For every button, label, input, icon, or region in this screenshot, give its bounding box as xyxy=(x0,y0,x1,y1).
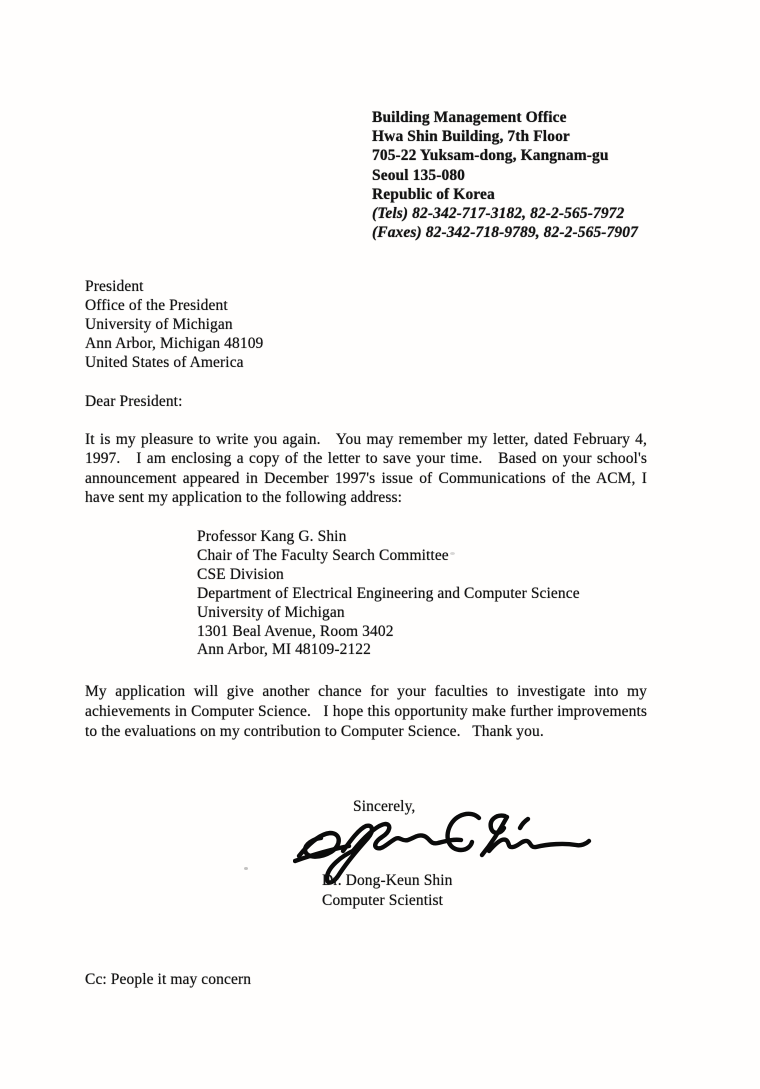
valediction: Sincerely, xyxy=(353,798,416,815)
forwarded-address-line: Professor Kang G. Shin xyxy=(197,528,347,545)
forwarded-address-line: 1301 Beal Avenue, Room 3402 xyxy=(197,622,394,640)
forwarded-address-block xyxy=(197,528,580,660)
sender-address-line: Building Management Office xyxy=(372,109,567,126)
recipient-address-line: University of Michigan xyxy=(85,315,233,333)
paragraph-line: My application will give another chance for your faculties to investigate into my xyxy=(85,683,647,700)
paragraph-line: It is my pleasure to write you again. You may remember my letter, dated February 4, xyxy=(85,431,647,448)
sender-address-line: Seoul 135-080 xyxy=(372,166,466,184)
forwarded-address-line: Department of Electrical Engineering and Computer Science xyxy=(197,584,580,602)
paragraph-line: achievements in Computer Science. I hope this opportunity make further improvements xyxy=(85,703,647,720)
signer-title: Computer Scientist xyxy=(322,891,444,909)
recipient-address-line: United States of America xyxy=(85,353,244,371)
body-paragraph-1 xyxy=(85,430,647,507)
forwarded-address-line: Ann Arbor, MI 48109-2122 xyxy=(197,641,371,659)
scan-speck xyxy=(244,867,248,870)
recipient-address-line: Ann Arbor, Michigan 48109 xyxy=(85,334,264,352)
sender-address-line: 705-22 Yuksam-dong, Kangnam-gu xyxy=(372,147,609,165)
forwarded-address-line: University of Michigan xyxy=(197,603,345,621)
salutation: Dear President: xyxy=(85,393,183,410)
sender-phone-line: (Tels) 82-342-717-3182, 82-2-565-7972 xyxy=(372,205,625,223)
signature-block xyxy=(322,871,453,910)
body-paragraph-2 xyxy=(85,682,647,742)
sender-address-line: Hwa Shin Building, 7th Floor xyxy=(372,128,570,146)
recipient-address-block xyxy=(85,278,263,373)
paragraph-line: have sent my application to the following address: xyxy=(85,488,403,506)
recipient-address-line: President xyxy=(85,278,144,295)
paragraph-line: announcement appeared in December 1997's issue of Communications of the ACM, I xyxy=(85,469,647,487)
sender-fax-line: (Faxes) 82-342-718-9789, 82-2-565-7907 xyxy=(372,224,638,242)
signer-name: Dr. Dong-Keun Shin xyxy=(322,872,453,889)
cc-line: Cc: People it may concern xyxy=(85,971,252,988)
forwarded-address-line: Chair of The Faculty Search Committee xyxy=(197,546,449,564)
forwarded-address-line: CSE Division xyxy=(197,565,284,583)
scan-speck xyxy=(450,552,455,555)
sender-address-line: Republic of Korea xyxy=(372,185,495,203)
paragraph-line: 1997. I am enclosing a copy of the letter to save your time. Based on your school's xyxy=(85,450,647,468)
recipient-address-line: Office of the President xyxy=(85,296,228,314)
paragraph-line: to the evaluations on my contribution to Computer Science. Thank you. xyxy=(85,723,544,740)
sender-address-block xyxy=(372,108,638,242)
